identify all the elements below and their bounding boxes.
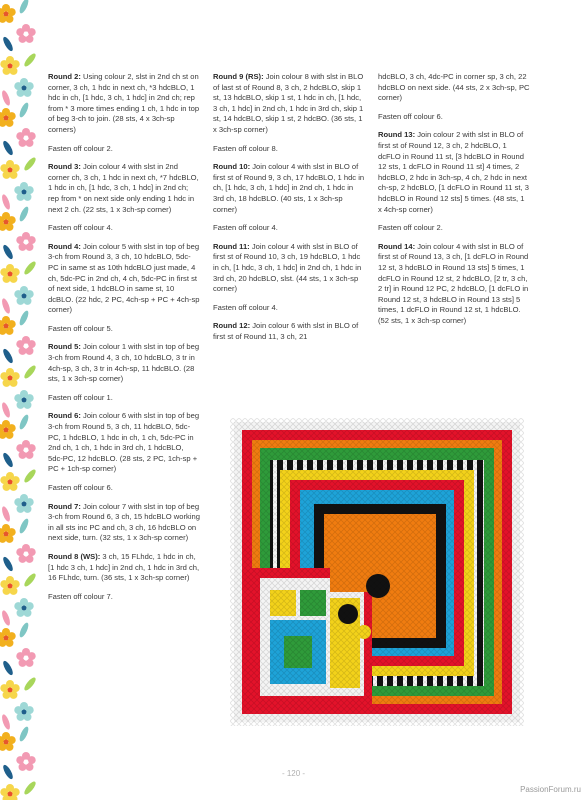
instruction-text: Join colour 1 with slst in top of beg 3-ch from Round 4, 3 ch, 10 hdcBLO, 3 tr in 4ch-sp, 3 ch, 3 tr in 4ch-sp, 11 hdcBLO. (28 sts, 1 x 3ch-sp corner) (48, 342, 200, 384)
instruction-paragraph (378, 242, 530, 327)
instruction-paragraph (48, 144, 200, 155)
round-label: Round 2: (48, 72, 81, 81)
round-label: Round 12: (213, 321, 251, 331)
instruction-paragraph (48, 324, 200, 335)
round-label: Round 14: (378, 241, 416, 251)
instruction-paragraph (48, 72, 200, 136)
instruction-paragraph (213, 242, 365, 295)
watermark: PassionForum.ru (520, 785, 581, 794)
instruction-text: Join colour 8 with slst in BLO of last st of Round 8, 3 ch, 2 hdcBLO, skip 1 st, 13 hdcBLO, skip 1 st, 1 hdc in ch, [1 hdc, 3 ch, 1 hdc] in 2nd ch, 1 hdc in 3rd ch, skip 1 st, 14 hdcBLO, skip 1 st, 2 hdcBO. (36 sts, 1 x 3ch-sp corner) (213, 72, 364, 134)
round-label: Round 10: (213, 162, 251, 172)
instruction-paragraph (378, 223, 530, 234)
instruction-paragraph (48, 552, 200, 584)
instruction-text: Using colour 2, slst in 2nd ch st on corner, 3 ch, 1 hdc in next ch, *3 hdcBLO, 1 hdc in ch, [1 hdc, 3 ch, 1 hdc] in 2nd ch; rep from * 3 more times ending 1 ch, 1 hdc in top of beg 3-ch to join. (28 sts, 4 x 3ch-sp corners) (48, 72, 200, 134)
instruction-text: Fasten off colour 2. (48, 143, 113, 153)
page-number: - 120 - (281, 769, 306, 778)
instruction-text: hdcBLO, 3 ch, 4dc-PC in corner sp, 3 ch, 22 hdcBLO on next side. (44 sts, 2 x 3ch-sp, PC corner) (378, 72, 530, 103)
instruction-paragraph (48, 242, 200, 316)
instruction-paragraph (48, 483, 200, 494)
instruction-paragraph (213, 72, 365, 136)
crochet-square-photo (230, 418, 524, 726)
round-label: Round 5: (48, 342, 81, 352)
instruction-text: Fasten off colour 7. (48, 591, 113, 601)
instruction-paragraph (48, 393, 200, 404)
text-column-1 (48, 72, 200, 610)
instruction-paragraph (378, 72, 530, 104)
instruction-text: 3 ch, 15 FLhdc, 1 hdc in ch, [1 hdc 3 ch, 1 hdc] in 2nd ch, 1 hdc in 3rd ch, 16 FLhdc, turn. (36 sts, 1 x 3ch-sp corner) (48, 551, 200, 583)
instruction-paragraph (48, 411, 200, 475)
round-label: Round 3: (48, 162, 81, 172)
text-column-3 (378, 72, 530, 334)
round-label: Round 7: (48, 501, 81, 511)
instruction-text: Fasten off colour 6. (48, 483, 113, 492)
instruction-text: Join colour 6 with slst in top of beg 3-ch from Round 5, 3 ch, 11 hdcBLO, 5dc-PC, 1 hdcBLO, 1 hdc in ch, 1 ch, 5dc-PC in 2nd ch, 1 ch, 1 hdc in 3rd ch, 1 hdcBLO, 5dc-PC, 12 hdcBLO. (28 sts, 2 PC, 1ch-sp + PC + 1ch-sp corner) (48, 411, 200, 474)
instruction-paragraph (213, 303, 365, 314)
round-label: Round 4: (48, 241, 81, 251)
instruction-text: Join colour 4 with slst in BLO of first st of Round 13, 3 ch, [1 dcFLO in Round 12 st, 3 hdcBLO in Round 13 sts] 5 times, 1 dcFLO in Round 12 st, 2 hdcBLO, [2 tr, 3 ch, 2 tr] in Round 12 PC, 2 hdcBLO, [1 dcFLO in Round 12 st, 3 hdcBLO in Round 13 sts] 5 times, 1 dcFLO in Round 12 st, 1 hdcBLO. (52 sts, 1 x 3ch-sp corner) (378, 241, 529, 325)
instruction-paragraph (48, 592, 200, 603)
round-label: Round 11: (213, 241, 250, 251)
instruction-text: Join colour 5 with slst in top of beg 3-ch from Round 3, 3 ch, 10 hdcBLO, 5dc-PC in same st as 10th hdcBLO just made, 4 ch, 5dc-PC in 2nd ch, 4 ch, 5dc-PC in first st of next side, 1 hdcBLO in same st, 10 dcBLO. (22 hdc, 2 PC, 4ch-sp + PC + 4ch-sp corner) (48, 241, 200, 315)
instruction-text: Join colour 7 with slst in top of beg 3-ch from Round 6, 3 ch, 15 hdcBLO working in all sts inc PC and ch, 3 ch, 16 hdcBLO on next side, turn. (32 sts, 1 x 3ch-sp corner) (48, 501, 200, 543)
instruction-text: Join colour 4 with slst in BLO of first st of Round 9, 3 ch, 17 hdcBLO, 1 hdc in ch, [1 hdc, 3 ch, 1 hdc] in 2nd ch, 1 hdc in 3rd ch, 18 hdcBLO. (40 sts, 1 x 3ch-sp corner) (213, 162, 365, 214)
round-label: Round 6: (48, 411, 81, 421)
instruction-text: Fasten off colour 6. (378, 111, 443, 121)
instruction-text: Fasten off colour 5. (48, 323, 113, 333)
round-label: Round 8 (WS): (48, 551, 101, 561)
instruction-text: Join colour 4 with slst in BLO of first st of Round 10, 3 ch, 19 hdcBLO, 1 hdc in ch, [1 hdc, 3 ch, 1 hdc] in 2nd ch, 1 hdc in 3rd ch, 20 hdcBLO, slst. (44 sts, 1 x 3ch-sp corner) (213, 241, 362, 294)
instruction-text: Fasten off colour 1. (48, 392, 113, 402)
instruction-text: Fasten off colour 2. (378, 223, 443, 233)
round-label: Round 9 (RS): (213, 72, 264, 81)
instruction-text: Fasten off colour 4. (213, 302, 278, 312)
instruction-paragraph (48, 162, 200, 215)
instruction-paragraph (213, 144, 365, 155)
instruction-paragraph (48, 223, 200, 234)
instruction-text: Fasten off colour 4. (48, 223, 113, 233)
instruction-text: Fasten off colour 4. (213, 223, 278, 233)
instruction-paragraph (378, 112, 530, 123)
round-label: Round 13: (378, 130, 416, 140)
instruction-paragraph (378, 130, 530, 215)
instruction-paragraph (48, 502, 200, 544)
instruction-text: Join colour 6 with slst in BLO of first st of Round 11, 3 ch, 21 (213, 321, 359, 341)
text-column-2 (213, 72, 365, 350)
instruction-text: Fasten off colour 8. (213, 143, 278, 153)
instruction-paragraph (213, 162, 365, 215)
instruction-paragraph (48, 342, 200, 384)
instruction-text: Join colour 4 with slst in 2nd corner ch, 3 ch, 1 hdc in next ch, *7 hdcBLO, 1 hdc in ch, [1 hdc, 3 ch, 1 hdc] in 2nd ch; rep from * on next side only ending 1 hdc in next 2 ch. (22 sts, 1 x 3ch-sp corner) (48, 162, 199, 214)
instruction-paragraph (213, 223, 365, 234)
instruction-text: Join colour 2 with slst in BLO of first st of Round 12, 3 ch, 2 hdcBLO, 1 dcFLO in Round 11 st, [3 hdcBLO in Round 12 sts, 1 dcFLO in Round 11 st] 4 times, 2 hdcBLO, 2 hdc in 3ch-sp, 4 ch, 2 hdc in next ch-sp, 2 hdcBLO, [1 dcFLO in Round 11 st, 3 hdcBLO in Round 12 sts] 5 times. (48 sts, 1 x 4ch-sp corner) (378, 130, 529, 214)
floral-border (0, 0, 38, 800)
instruction-paragraph (213, 321, 365, 342)
